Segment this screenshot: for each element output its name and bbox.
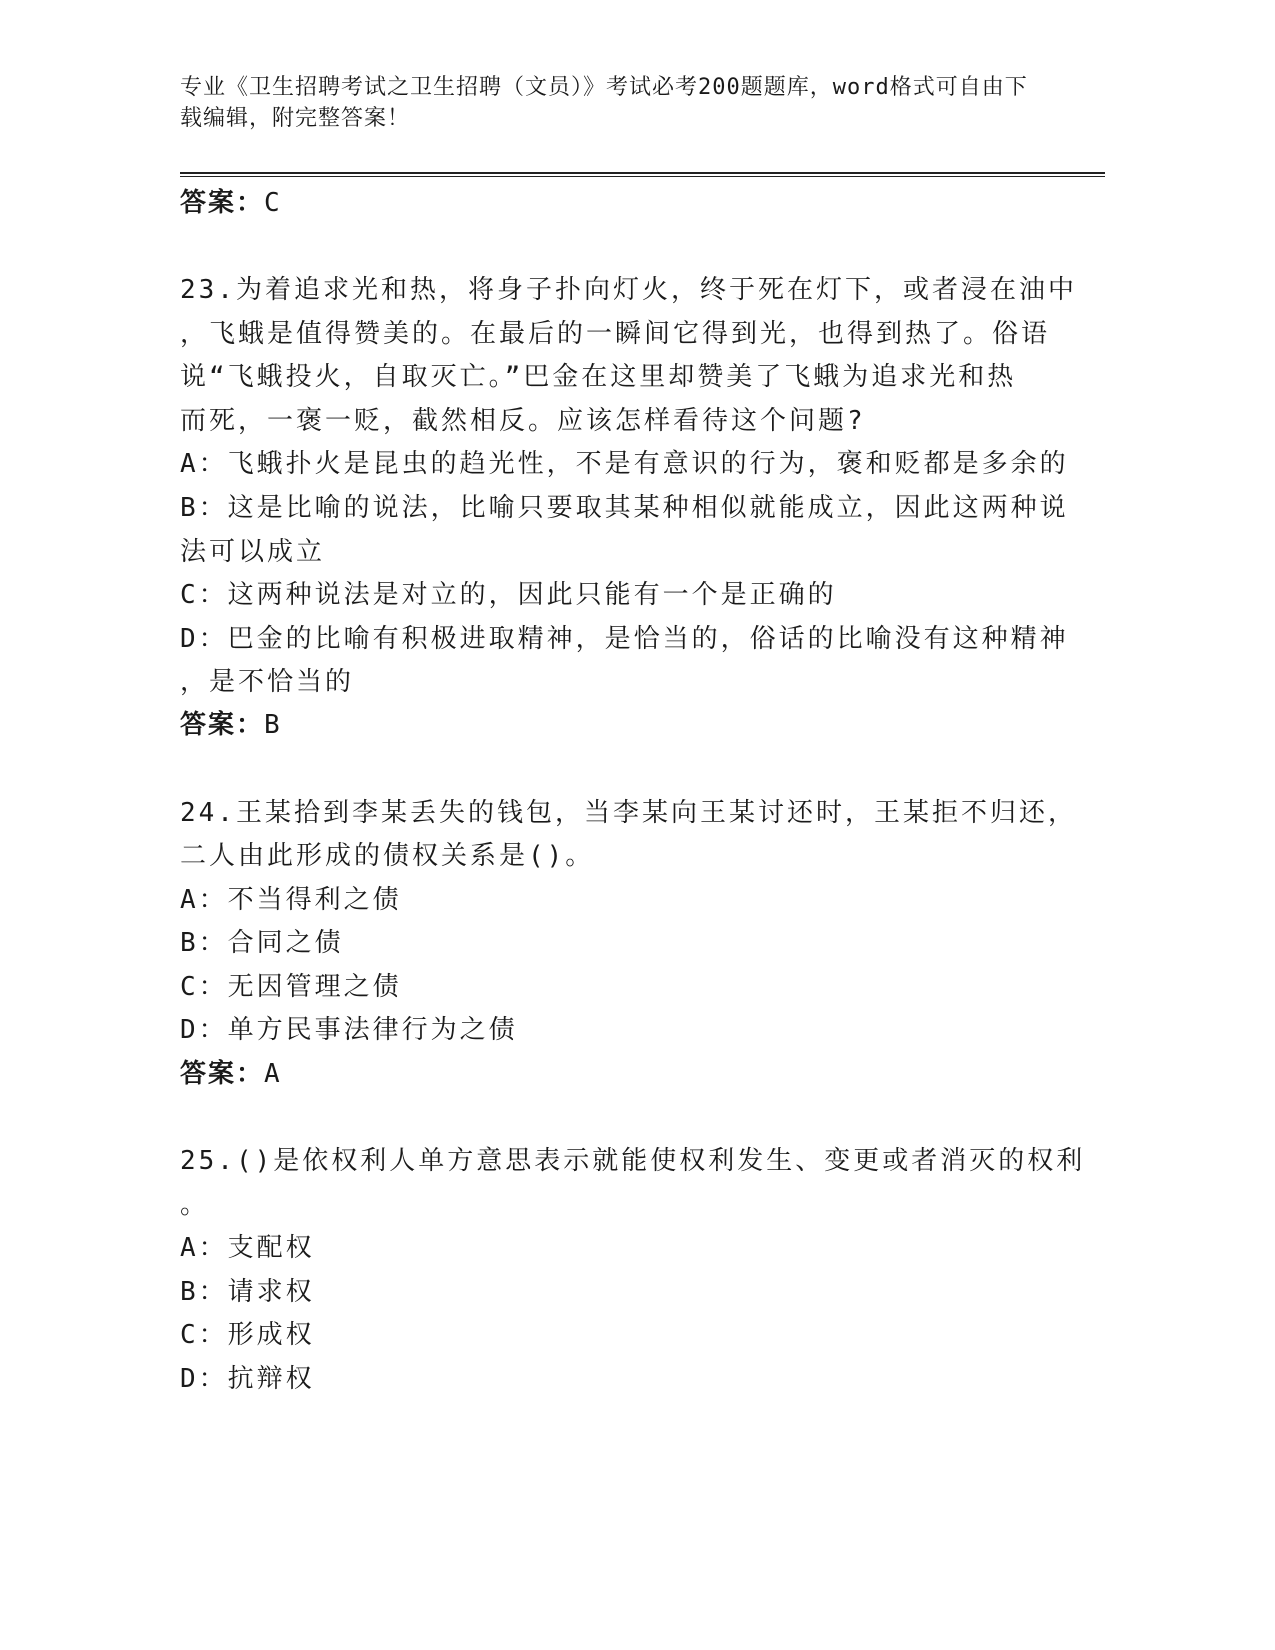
question-stem-line: 而死，一褒一贬，截然相反。应该怎样看待这个问题? [180,406,866,436]
question-stem-line: 25.()是依权利人单方意思表示就能使权利发生、变更或者消灭的权利 [180,1146,1086,1176]
option-line: A：不当得利之债 [180,885,402,915]
answer-label: 答案： [180,1059,265,1089]
option-line: C：这两种说法是对立的，因此只能有一个是正确的 [180,580,837,610]
question-stem-line: ，飞蛾是值得赞美的。在最后的一瞬间它得到光，也得到热了。俗语 [180,319,1051,349]
option-line: B：合同之债 [180,928,344,958]
header-rule-thick [180,172,1105,174]
option-line: B：请求权 [180,1277,315,1307]
option-line: A：支配权 [180,1233,315,1263]
question-stem-line: 23.为着追求光和热，将身子扑向灯火，终于死在灯下，或者浸在油中 [180,275,1077,305]
option-line: D：抗辩权 [180,1364,315,1394]
option-line: C：形成权 [180,1320,315,1350]
option-line: 法可以成立 [180,537,326,567]
option-line: C：无因管理之债 [180,972,402,1002]
question-stem-line: 24.王某拾到李某丢失的钱包，当李某向王某讨还时，王某拒不归还， [180,798,1077,828]
option-line: B：这是比喻的说法，比喻只要取其某种相似就能成立，因此这两种说 [180,493,1069,523]
answer-label: 答案： [180,188,265,218]
option-line: D：单方民事法律行为之债 [180,1015,518,1045]
option-line: ，是不恰当的 [180,667,355,697]
header-rule-thin [180,176,1105,177]
question-stem-line: 二人由此形成的债权关系是()。 [180,841,595,871]
answer-value: A [264,1059,282,1089]
option-line: D：巴金的比喻有积极进取精神，是恰当的，俗话的比喻没有这种精神 [180,624,1069,654]
document-header: 专业《卫生招聘考试之卫生招聘（文员）》考试必考200题题库，word格式可自由下载编辑，附完整答案！ [180,75,1028,131]
question-stem-line: 。 [180,1190,210,1220]
answer-label: 答案： [180,710,265,740]
answer-value: C [264,188,282,218]
question-stem-line: 说“飞蛾投火，自取灭亡。”巴金在这里却赞美了飞蛾为追求光和热 [180,362,1017,392]
answer-line [180,710,282,740]
answer-value: B [264,710,282,740]
option-line: A：飞蛾扑火是昆虫的趋光性，不是有意识的行为，褒和贬都是多余的 [180,449,1069,479]
answer-line [180,188,282,218]
answer-line [180,1059,282,1089]
